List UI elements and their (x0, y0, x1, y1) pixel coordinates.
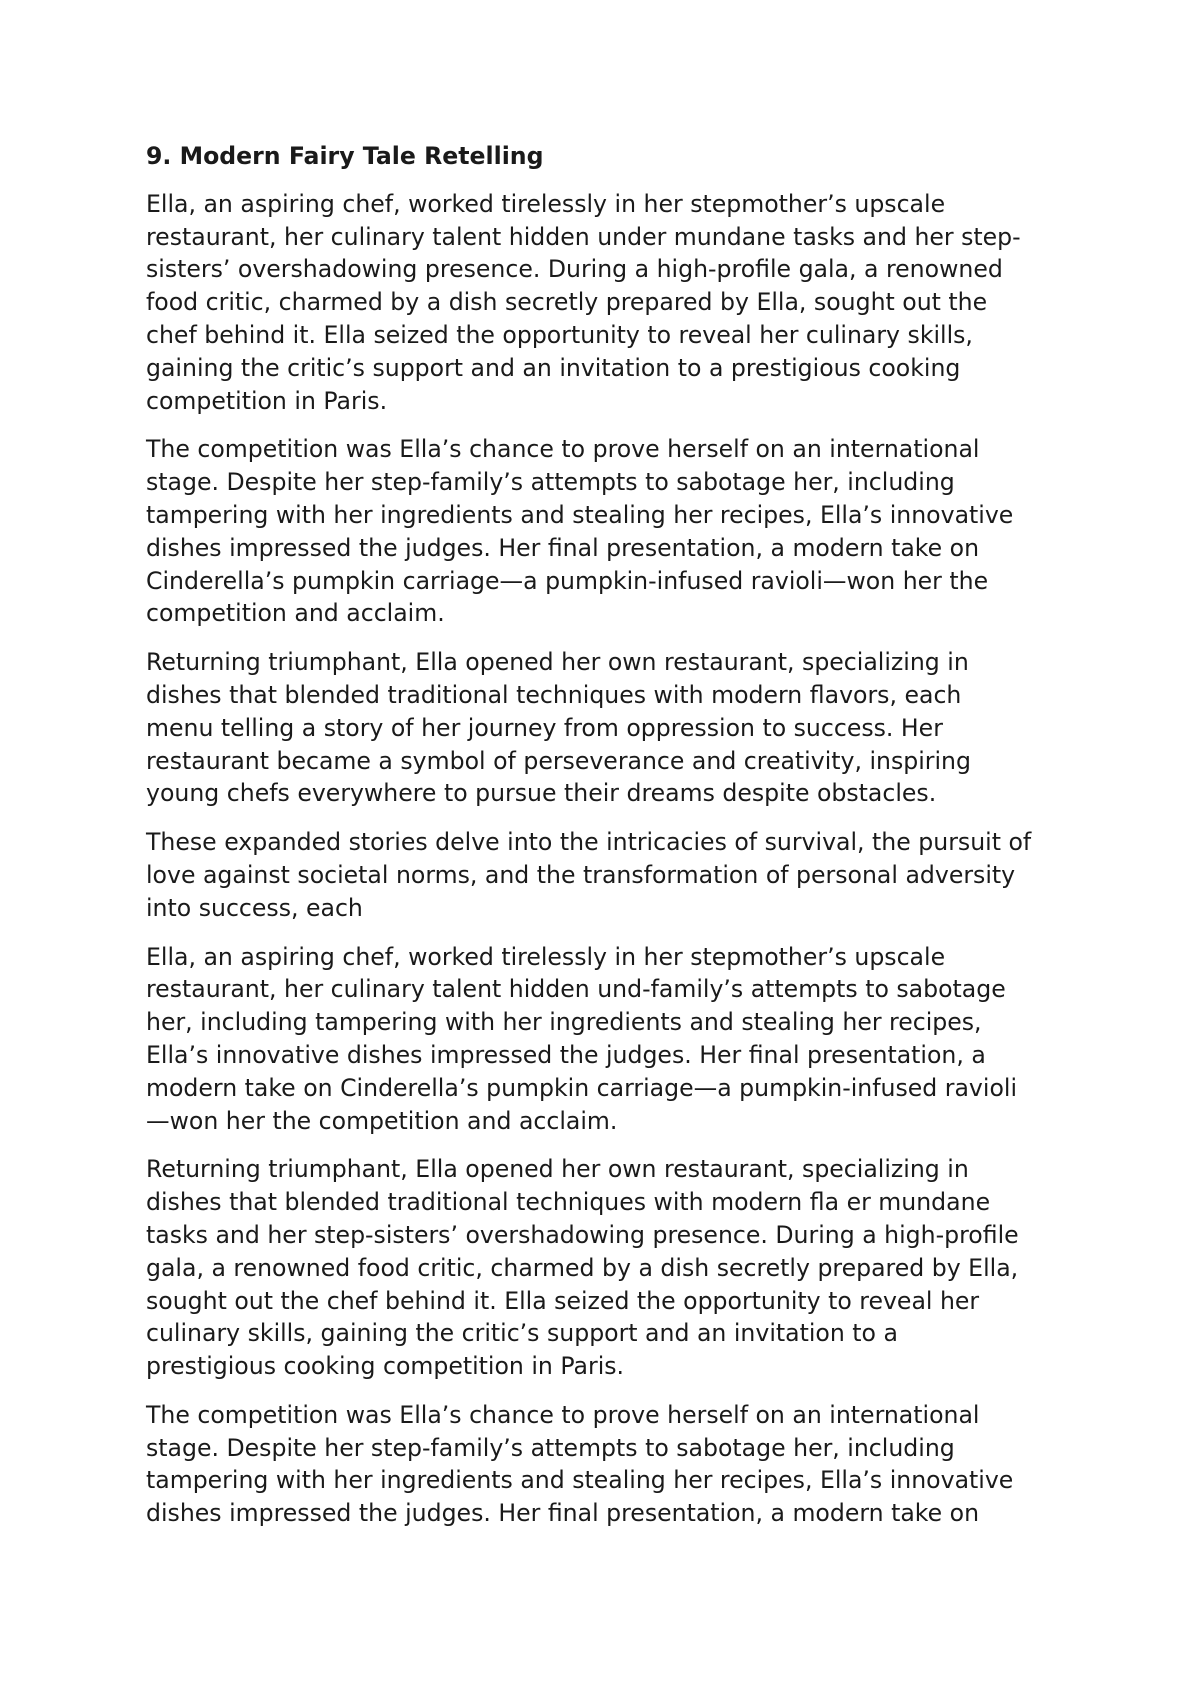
paragraph-5 (146, 941, 1076, 1138)
paragraph-6 (146, 1153, 1076, 1383)
text-line: tasks and her step-sisters’ overshadowing presence. During a high-profile (146, 1220, 1019, 1249)
text-line: dishes that blended traditional techniques with modern fla er mundane (146, 1188, 991, 1217)
text-line: dishes that blended traditional techniques with modern flavors, each (146, 680, 962, 709)
text-line: love against societal norms, and the transformation of personal adversity (146, 860, 1016, 889)
text-line: —won her the competition and acclaim. (146, 1106, 618, 1135)
paragraph-4 (146, 826, 1076, 924)
text-line: restaurant, her culinary talent hidden und-family’s attempts to sabotage (146, 975, 1006, 1004)
text-line: restaurant, her culinary talent hidden under mundane tasks and her step- (146, 222, 1021, 251)
text-line: Returning triumphant, Ella opened her own restaurant, specializing in (146, 648, 969, 677)
text-line: stage. Despite her step-family’s attempts to sabotage her, including (146, 1433, 955, 1462)
text-line: sought out the chef behind it. Ella seized the opportunity to reveal her (146, 1286, 980, 1315)
text-line: stage. Despite her step-family’s attempts to sabotage her, including (146, 468, 955, 497)
text-line: sisters’ overshadowing presence. During a high-profile gala, a renowned (146, 255, 1003, 284)
text-line: Ella’s innovative dishes impressed the judges. Her final presentation, a (146, 1040, 986, 1069)
text-line: The competition was Ella’s chance to prove herself on an international (146, 1400, 980, 1429)
text-line: dishes impressed the judges. Her final presentation, a modern take on (146, 1499, 980, 1528)
paragraph-3 (146, 646, 1076, 810)
text-line: gaining the critic’s support and an invitation to a prestigious cooking (146, 353, 961, 382)
text-line: Ella, an aspiring chef, worked tirelessly in her stepmother’s upscale (146, 942, 946, 971)
document-page (146, 140, 1076, 1546)
text-line: competition and acclaim. (146, 599, 445, 628)
text-line: dishes impressed the judges. Her final presentation, a modern take on (146, 533, 980, 562)
paragraph-1 (146, 188, 1076, 418)
text-line: Returning triumphant, Ella opened her own restaurant, specializing in (146, 1155, 969, 1184)
text-line: Cinderella’s pumpkin carriage—a pumpkin-infused ravioli—won her the (146, 566, 989, 595)
text-line: gala, a renowned food critic, charmed by a dish secretly prepared by Ella, (146, 1253, 1019, 1282)
text-line: These expanded stories delve into the intricacies of survival, the pursuit of (146, 828, 1032, 857)
text-line: food critic, charmed by a dish secretly prepared by Ella, sought out the (146, 288, 988, 317)
text-line: chef behind it. Ella seized the opportunity to reveal her culinary skills, (146, 320, 973, 349)
text-line: prestigious cooking competition in Paris. (146, 1352, 625, 1381)
text-line: menu telling a story of her journey from oppression to success. Her (146, 713, 943, 742)
section-heading: 9. Modern Fairy Tale Retelling (146, 142, 544, 170)
text-line: young chefs everywhere to pursue their dreams despite obstacles. (146, 779, 937, 808)
text-line: tampering with her ingredients and stealing her recipes, Ella’s innovative (146, 500, 1014, 529)
text-line: tampering with her ingredients and stealing her recipes, Ella’s innovative (146, 1466, 1014, 1495)
text-line: into success, each (146, 893, 363, 922)
text-line: culinary skills, gaining the critic’s support and an invitation to a (146, 1319, 898, 1348)
paragraph-2 (146, 433, 1076, 630)
text-line: The competition was Ella’s chance to prove herself on an international (146, 435, 980, 464)
text-line: modern take on Cinderella’s pumpkin carriage—a pumpkin-infused ravioli (146, 1073, 1017, 1102)
text-line: restaurant became a symbol of perseverance and creativity, inspiring (146, 746, 971, 775)
text-line: her, including tampering with her ingredients and stealing her recipes, (146, 1008, 982, 1037)
paragraph-7 (146, 1399, 1076, 1530)
text-line: Ella, an aspiring chef, worked tirelessly in her stepmother’s upscale (146, 189, 946, 218)
text-line: competition in Paris. (146, 386, 388, 415)
